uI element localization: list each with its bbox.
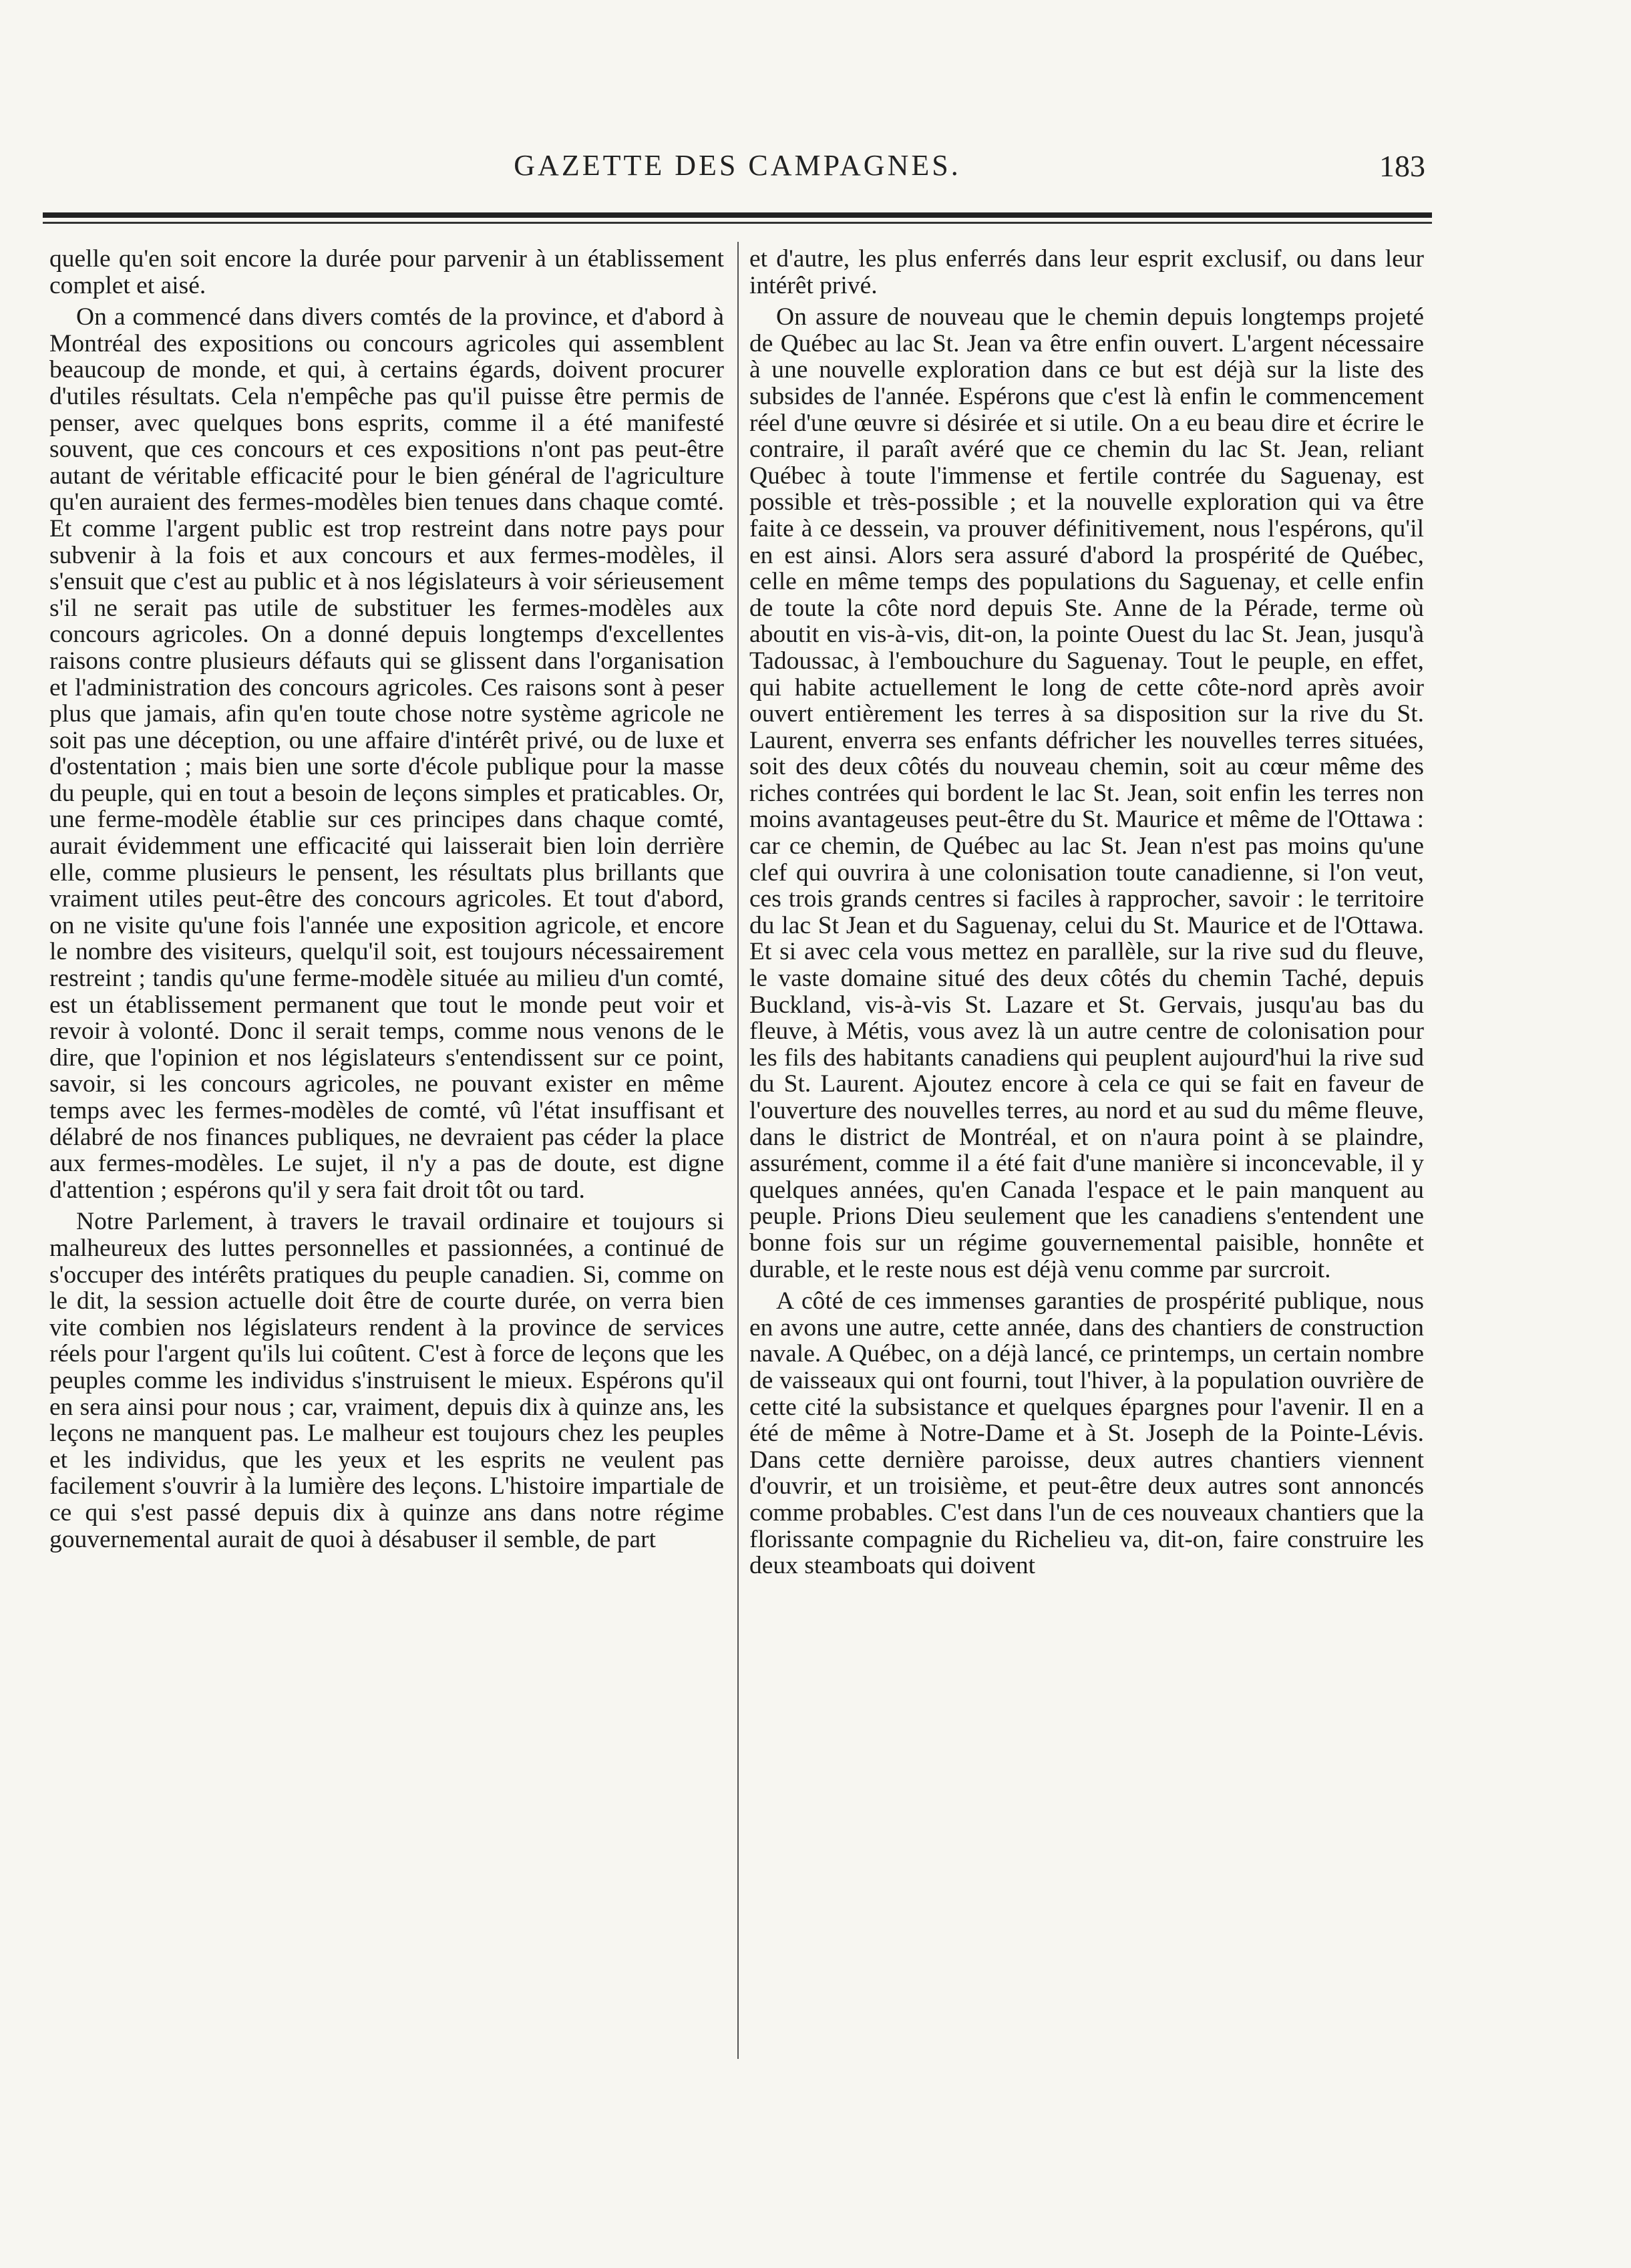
left-column [49, 246, 724, 2063]
column-divider [737, 242, 739, 2059]
publication-title: GAZETTE DES CAMPAGNES. [514, 149, 961, 182]
left-paragraph-1: quelle qu'en soit encore la durée pour parvenir à un établissement complet et aisé. [49, 246, 724, 299]
header-rule-thick [43, 212, 1432, 218]
right-paragraph-3: A côté de ces immenses garanties de prospérité publique, nous en avons une autre, cette année, dans des chantiers de construction navale. A Québec, on a déjà lancé, ce printemps, un certain nombre de vaisseaux qui ont fourni, tout l'hiver, à la population ouvrière de cette cité la subsistance et quelques épargnes pour l'avenir. Il en a été de même à Notre-Dame et à St. Joseph de la Pointe-Lévis. Dans cette dernière paroisse, deux autres chantiers viennent d'ouvrir, et un troisième, et peut-être deux autres sont annoncés comme probables. C'est dans l'un de ces nouveaux chantiers que la florissante compagnie du Richelieu va, dit-on, faire construire les deux steamboats qui doivent [749, 1287, 1424, 1580]
page-number: 183 [1379, 149, 1425, 183]
left-paragraph-2: On a commencé dans divers comtés de la province, et d'abord à Montréal des expositions ou concours agricoles qui assemblent beaucoup de monde, et qui, à certains égards, doivent procurer d'utiles résultats. Cela n'empêche pas qu'il puisse être permis de penser, avec quelques bons esprits, comme il a été manifesté souvent, que ces concours et ces expositions n'ont pas peut-être autant de véritable efficacité pour le bien général de l'agriculture qu'en auraient des fermes-modèles bien tenues dans chaque comté. Et comme l'argent public est trop restreint dans notre pays pour subvenir à la fois et aux concours et aux fermes-modèles, il s'ensuit que c'est au public et à nos législateurs à voir sérieusement s'il ne serait pas utile de substituer les fermes-modèles aux concours agricoles. On a donné depuis longtemps d'excellentes raisons contre plusieurs défauts qui se glissent dans l'organisation et l'administration des concours agricoles. Ces raisons sont à peser plus que jamais, afin qu'en toute chose notre système agricole ne soit pas une déception, ou une affaire d'intérêt privé, ou de luxe et d'ostentation ; mais bien une sorte d'école publique pour la masse du peuple, qui en tout a besoin de leçons simples et praticables. Or, une ferme-modèle établie sur ces principes dans chaque comté, aurait évidemment une efficacité qui laisserait bien loin derrière elle, comme plusieurs le pensent, les résultats plus brillants que vraiment utiles peut-être des concours agricoles. Et tout d'abord, on ne visite qu'une fois l'année une exposition agricole, et encore le nombre des visiteurs, quelqu'il soit, est toujours nécessairement restreint ; tandis qu'une ferme-modèle située au milieu d'un comté, est un établissement permanent que tout le monde peut voir et revoir à volonté. Donc il serait temps, comme nous venons de le dire, que l'opinion et nos législateurs s'entendissent sur ce point, savoir, si les concours agricoles, ne pouvant exister en même temps avec les fermes-modèles de comté, vû l'état insuffisant et délabré de nos finances publiques, ne devraient pas céder la place aux fermes-modèles. Le sujet, il n'y a pas de doute, est digne d'attention ; espérons qu'il y sera fait droit tôt ou tard. [49, 303, 724, 1204]
page-header [43, 134, 1432, 187]
right-column [749, 246, 1424, 2063]
right-paragraph-1: et d'autre, les plus enferrés dans leur esprit exclusif, ou dans leur intérêt privé. [749, 246, 1424, 299]
left-paragraph-3: Notre Parlement, à travers le travail ordinaire et toujours si malheureux des luttes personnelles et passionnées, a continué de s'occuper des intérêts pratiques du peuple canadien. Si, comme on le dit, la session actuelle doit être de courte durée, on verra bien vite combien nos législateurs rendent à la province de services réels pour l'argent qu'ils lui coûtent. C'est à force de leçons que les peuples comme les individus s'instruisent le mieux. Espérons qu'il en sera ainsi pour nous ; car, vraiment, depuis dix à quinze ans, les leçons ne manquent pas. Le malheur est toujours chez les peuples et les individus, que les yeux et les esprits ne veulent pas facilement s'ouvrir à la lumière des leçons. L'histoire impartiale de ce qui s'est passé depuis dix à quinze ans dans notre régime gouvernemental aurait de quoi à désabuser il semble, de part [49, 1208, 724, 1553]
right-paragraph-2: On assure de nouveau que le chemin depuis longtemps projeté de Québec au lac St. Jean va être enfin ouvert. L'argent nécessaire à une nouvelle exploration dans ce but est déjà sur la liste des subsides de l'année. Espérons que c'est là enfin le commencement réel d'une œuvre si désirée et si utile. On a eu beau dire et écrire le contraire, il paraît avéré que ce chemin du lac St. Jean, reliant Québec à toute l'immense et fertile contrée du Saguenay, est possible et très-possible ; et la nouvelle exploration qui va être faite à ce dessein, va prouver définitivement, nous l'espérons, qu'il en est ainsi. Alors sera assuré d'abord la prospérité de Québec, celle en même temps des populations du Saguenay, et celle enfin de toute la côte nord depuis Ste. Anne de la Pérade, terme où aboutit en vis-à-vis, dit-on, la pointe Ouest du lac St. Jean, jusqu'à Tadoussac, à l'embouchure du Saguenay. Tout le peuple, en effet, qui habite actuellement le long de cette côte-nord après avoir ouvert entièrement les terres à sa disposition sur la rive du St. Laurent, enverra ses enfants défricher les nouvelles terres situées, soit des deux côtés du nouveau chemin, soit au cœur même des riches contrées qui bordent le lac St. Jean, soit enfin les terres non moins avantageuses peut-être du St. Maurice et même de l'Ottawa : car ce chemin, de Québec au lac St. Jean n'est pas moins qu'une clef qui ouvrira à une colonisation toute canadienne, si l'on veut, ces trois grands centres si faciles à rapprocher, savoir : le territoire du lac St Jean et du Saguenay, celui du St. Maurice et de l'Ottawa. Et si avec cela vous mettez en parallèle, sur la rive sud du fleuve, le vaste domaine situé des deux côtés du chemin Taché, depuis Buckland, vis-à-vis St. Lazare et St. Gervais, jusqu'au bas du fleuve, à Métis, vous avez là un autre centre de colonisation pour les fils des habitants canadiens qui peuplent aujourd'hui la rive sud du St. Laurent. Ajoutez encore à cela ce qui se fait en faveur de l'ouverture des nouvelles terres, au nord et au sud du même fleuve, dans le district de Montréal, et on n'aura point à se plaindre, assurément, comme il a été fait d'une manière si inconcevable, il y quelques années, qu'en Canada l'espace et le pain manquent au peuple. Prions Dieu seulement que les canadiens s'entendent une bonne fois sur un régime gouvernemental paisible, honnête et durable, et le reste nous est déjà venu comme par surcroit. [749, 303, 1424, 1283]
header-rule-thin [43, 222, 1432, 224]
